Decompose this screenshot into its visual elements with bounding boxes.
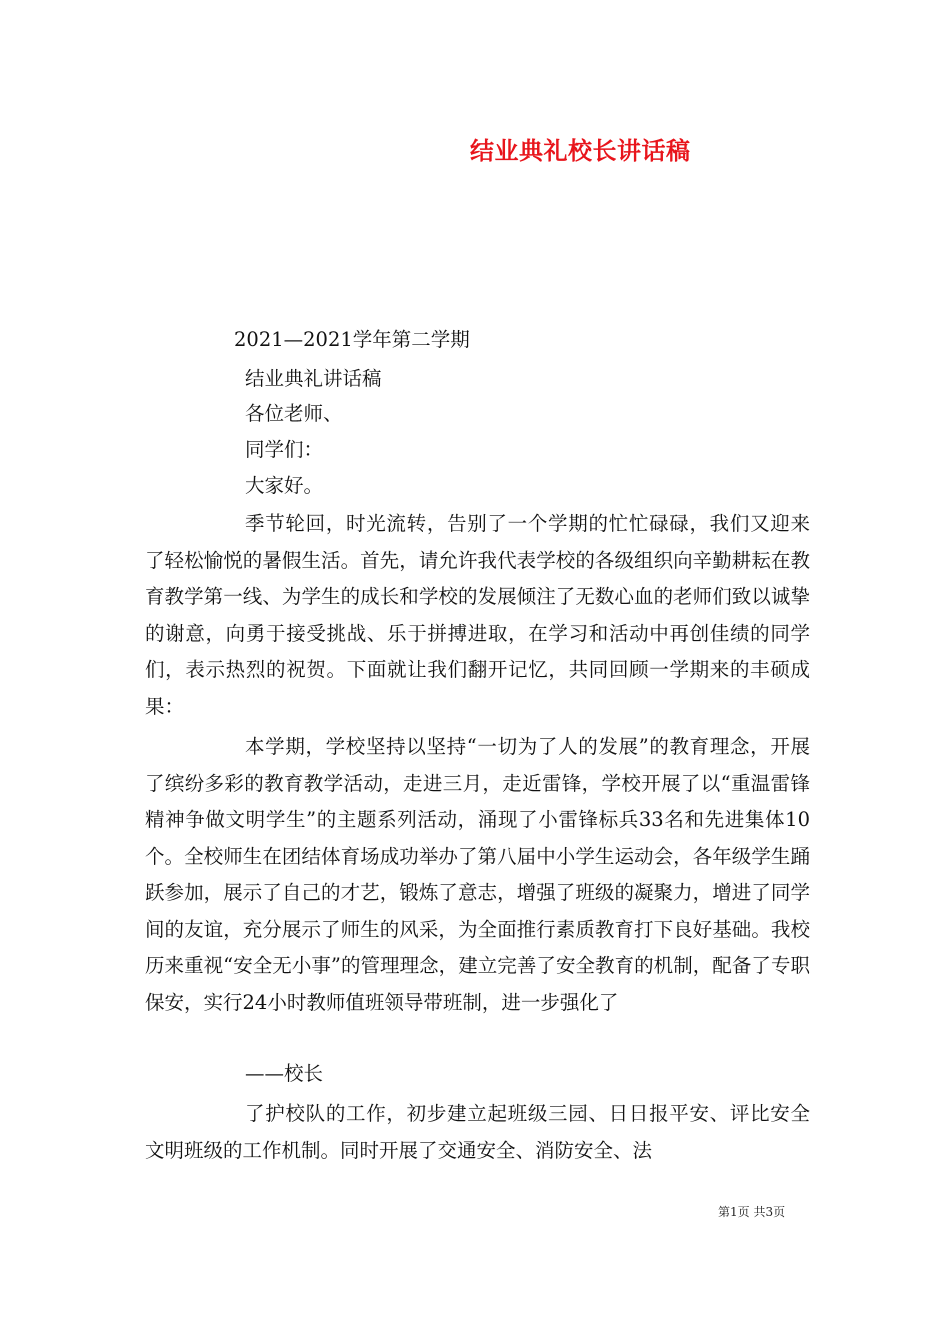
greeting-students: 同学们： [245,438,324,461]
paragraph-intro: 季节轮回，时光流转，告别了一个学期的忙忙碌碌，我们又迎来了轻松愉悦的暑假生活。首先，请允许我代表学校的各级组织向辛勤耕耘在教育教学第一线、为学生的成长和学校的发展倾注了无数心血的老师们致以诚挚的谢意，向勇于接受挑战、乐于拼搏进取，在学习和活动中再创佳绩的同学们，表示热烈的祝贺。下面就让我们翻开记忆，共同回顾一学期来的丰硕成果： [145,512,810,718]
document-title: 结业典礼校长讲话稿 [470,136,691,165]
greeting-teachers: 各位老师、 [245,402,343,425]
paragraph-safety: 了护校队的工作，初步建立起班级三园、日日报平安、评比安全文明班级的工作机制。同时开展了交通安全、消防安全、法 [145,1102,810,1162]
signature-principal: ——校长 [245,1062,324,1085]
paragraph-achievements: 本学期，学校坚持以坚持“一切为了人的发展”的教育理念，开展了缤纷多彩的教育教学活动，走进三月，走近雷锋，学校开展了以“重温雷锋精神争做文明学生”的主题系列活动，涌现了小雷锋标兵33名和先进集体10个。全校师生在团结体育场成功举办了第八届中小学生运动会，各年级学生踊跃参加，展示了自己的才艺，锻炼了意志，增强了班级的凝聚力，增进了同学间的友谊，充分展示了师生的风采，为全面推行素质教育打下良好基础。我校历来重视“安全无小事”的管理理念，建立完善了安全教育的机制，配备了专职保安，实行24小时教师值班领导带班制，进一步强化了 [145,735,810,1014]
page-number-footer: 第1页 共3页 [718,1205,786,1219]
speech-subtitle: 结业典礼讲话稿 [245,367,382,390]
semester-line: 2021—2021学年第二学期 [234,328,470,351]
greeting-hello: 大家好。 [245,474,324,497]
